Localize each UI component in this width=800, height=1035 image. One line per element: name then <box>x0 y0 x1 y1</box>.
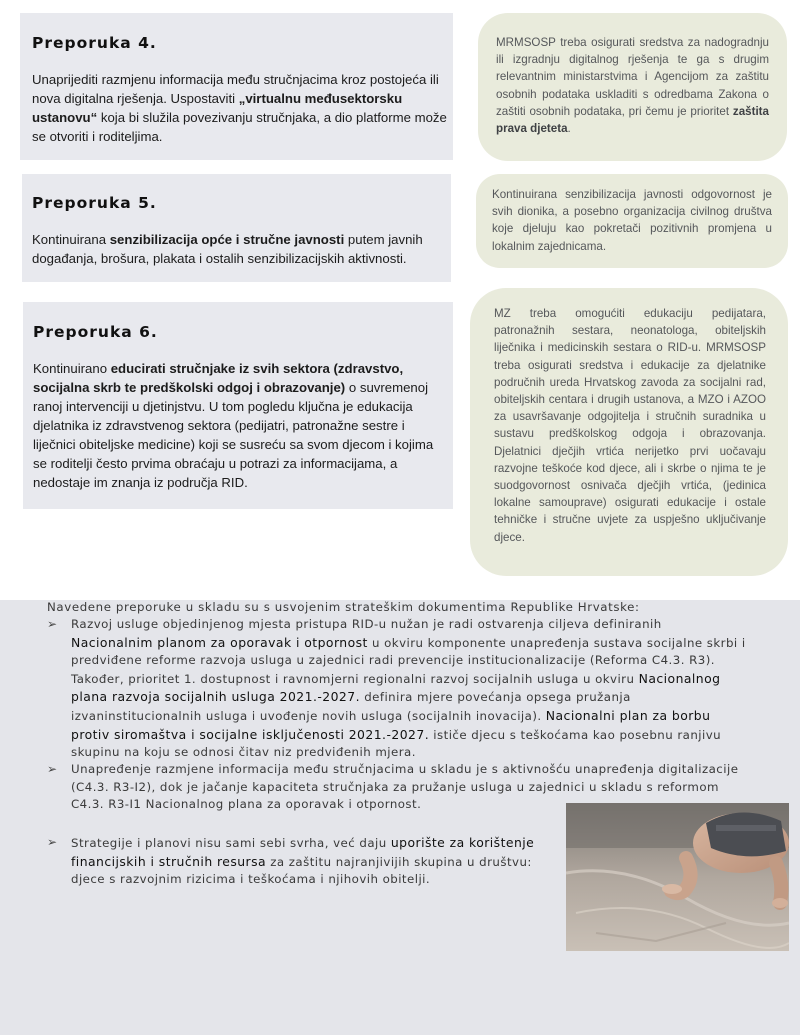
note4-text: MRMSOSP treba osigurati sredstva za nadogradnju ili izgradnju digitalnog rješenja te ga s drugim relevantnim ministarstvima i Agencijom za zaštitu osobnih podataka uskladiti s odredbama Zakona o zaštiti osobnih podataka, pri čemu je prioritet <box>496 36 769 118</box>
baby-crawling-photo <box>566 803 789 951</box>
recommendation-5-box <box>22 174 451 282</box>
strategy-bullet-3 <box>71 834 546 889</box>
arrow-bullet-icon: ➢ <box>47 762 58 776</box>
recommendation-4-text <box>32 70 450 146</box>
note4-text-end: . <box>567 122 571 136</box>
recommendation-5-text <box>32 230 444 268</box>
rec4-bold-part: „virtualnu međusektorsku ustanovu“ <box>32 91 403 125</box>
recommendation-6-box <box>23 302 453 509</box>
rec5-bold-part: senzibilizacija opće i stručne javnosti <box>109 232 345 247</box>
rec6-text-part-2: o suvremenoj ranoj intervenciji u djetinjstvu. U tom pogledu ključna je edukacija djelatnika iz zdravstvenog sektora (pedijatri, patronažne sestre i liječnici obiteljske medicine) koji se susreću sa svom djecom i kojima se roditelji često prvima obraćaju u potrazi za informacijama, a nedostaje im znanja iz područja RID. <box>33 380 434 490</box>
recommendation-4-box <box>20 13 453 160</box>
strategy-bullet-1 <box>71 616 747 762</box>
bullet1-text-4: ističe djecu s teškoćama kao posebnu ranjivu skupinu na koju se odnosi čitav niz predviđenih mjera. <box>71 727 722 760</box>
note-4 <box>478 13 787 161</box>
bullet1-bold-3: Nacionalni plan za borbu protiv siromaštva i socijalne isključenosti 2021.-2027. <box>71 707 711 742</box>
recommendation-4-title: Preporuka 4. <box>32 34 157 52</box>
bullet1-text-3: definira mjere povećanja opsega pružanja izvaninstitucionalnih usluga i uvođenje novih usluga (socijalnih inovacija). <box>71 690 631 723</box>
bullet1-bold-2: Nacionalnog plana razvoja socijalnih usluga 2021.-2027. <box>71 670 721 705</box>
rec4-text-part: Unaprijediti razmjenu informacija među stručnjacima kroz postojeća ili nova digitalna rješenja. Uspostaviti <box>32 72 439 106</box>
arrow-bullet-icon: ➢ <box>47 617 58 631</box>
recommendation-6-text <box>33 359 445 492</box>
note5-text: Kontinuirana senzibilizacija javnosti odgovornost je svih dionika, a posebno organizacija civilnog društva koje djeluju kao pokretači pozitivnih promjena u lokalnim zajednicama. <box>492 188 772 253</box>
note4-bold: zaštita prava djeteta <box>496 104 769 136</box>
bullet1-text: Razvoj usluge objedinjenog mjesta pristupa RID-u nužan je radi ostvarenja ciljeva definiranih <box>71 617 662 631</box>
bullet1-text-2: u okviru komponente unapređenja sustava socijalne skrbi i predviđene reforme razvoja usluga u zajednici radi prevencije institucionalizacije (Reforma C4.3. R3). Također, prioritet 1. dostupnost i ravnomjerni regionalni razvoj socijalnih usluga u okviru <box>71 635 746 686</box>
recommendation-5-title: Preporuka 5. <box>32 194 157 212</box>
rec5-text-part-2: putem javnih događanja, brošura, plakata i ostalih senzibilizacijskih aktivnosti. <box>32 232 423 266</box>
note6-text: MZ treba omogućiti edukaciju pedijatara, patronažnih sestara, neonatologa, obiteljskih liječnika i medicinskih sestara o RID-u. MRMSOSP treba osigurati sredstva i edukacije za djelatnike područnih ureda Hrvatskog zavoda za socijalni rad, obiteljskih centara i drugih ustanova, a MZO i AZOO za usavršavanje odgojitelja i stručnih suradnika u sustavu predškolskog odgoja i obrazovanja. Djelatnici dječjih vrtića nerijetko prvi uočavaju razvojne teškoće kod djece, ali i skrbe o njima te je suodgovornost osnivača dječjih vrtića, (jedinica lokalne samouprave) osigurati edukacije i ostale tehničke i stručne uvjete za uspješno uključivanje djece. <box>494 307 766 544</box>
rec5-text-part: Kontinuirana <box>32 232 110 247</box>
bullet1-bold: Nacionalnim planom za oporavak i otpornost <box>71 634 368 650</box>
rec6-text-part: Kontinuirano <box>33 361 111 376</box>
bullet2-text: Unapređenje razmjene informacija među stručnjacima u skladu je s aktivnošću unapređenja digitalizacije (C4.3. R3-I2), dok je jačanje kapaciteta stručnjaka za pružanje usluga u zajednici u skladu s reformom C4.3. R3-I1 Nacionalnog plana za oporavak i otpornost. <box>71 762 739 812</box>
strategy-intro: Navedene preporuke u skladu su s usvojenim strateškim dokumentima Republike Hrvatske: <box>47 600 640 614</box>
rec6-bold-part: educirati stručnjake iz svih sektora (zdravstvo, socijalna skrb te predškolski odgoj i obrazovanje) <box>33 361 404 395</box>
bullet3-bold: uporište za korištenje financijskih i stručnih resursa <box>71 835 535 869</box>
bullet3-text-2: za zaštitu najranjivijih skupina u društvu: djece s razvojnim rizicima i teškoćama i njihovih obitelji. <box>71 854 532 887</box>
note-6 <box>470 288 788 576</box>
note-5 <box>476 174 788 268</box>
bullet3-text: Strategije i planovi nisu sami sebi svrha, već daju <box>71 836 391 850</box>
rec4-text-part-2: koja bi služila povezivanju stručnjaka, a dio platforme može se otvoriti i roditeljima. <box>32 110 447 144</box>
arrow-bullet-icon: ➢ <box>47 835 58 849</box>
recommendation-6-title: Preporuka 6. <box>33 323 158 341</box>
